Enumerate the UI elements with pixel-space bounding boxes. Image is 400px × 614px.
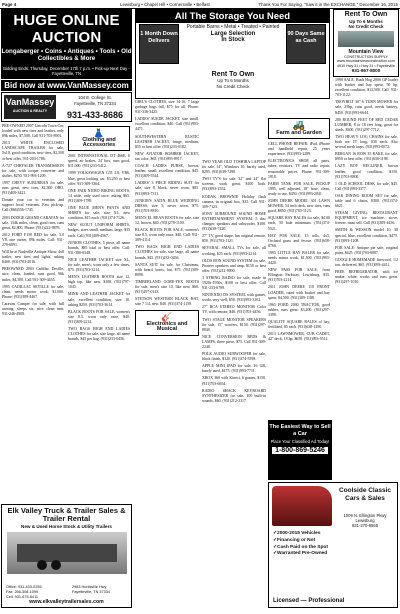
easiest-phone[interactable]: 1-800-869-5246 — [272, 447, 328, 454]
classified-listing: A-727 CHRYSLER TRANSMISSION for sale, with torque converter and shifter, $250. 931-993-1209. — [2, 163, 64, 178]
storage-box-left: 1 Month Down Delivers — [139, 24, 179, 64]
classified-listing: FREE REFRIGERATOR, with ice maker, white, works and runs great. (931)297-1010. — [335, 270, 398, 285]
classified-listing: 2013 LAWNMOWER, CUB CADET, 42" deck, 18 hp, $650. (931)993-5512. — [268, 332, 330, 342]
classified-listing: 1995 CADILLAC SEVILLE for sale, clean, needs motor work, $1,000. Phone: (931)389-4467. — [2, 284, 64, 299]
clothing-hanger-icon: 👗 — [93, 128, 105, 138]
classified-listing: PREOWNED 2003 Cadillac Deville, nice, clean, loaded, runs good, 96k miles, $4,500. Call 931-309-4455. — [2, 267, 64, 282]
classified-listing: NICE CONVERSION BEDS & LAMPS, three piece, $75. Call 931-309-2240. — [202, 334, 266, 349]
auction-items: Longaberger • Coins • Antiques • Tools • Old Collectibles & More — [1, 48, 132, 62]
classified-listing: JUNIOR CLOTHES, 5 piece, all name brands, $85 total or best offer. Call: 931-380-6548. — [68, 240, 130, 255]
classified-listing: COACH LADIES PURSE, brown, leather, small, excellent condition, $45. (931)309-5544. — [135, 164, 199, 179]
classified-listing: TROYBILT 30" 6 TURN MOWER for sale, 25hp, runs good, needs battery, $450. (931)993-6644. — [335, 100, 398, 115]
classified-listing: 2003 DODGE GRAND CARAVAN for sale, 134k miles, clean, good tires, runs great, $2,800. Phone: (931)222-9876. — [2, 215, 64, 230]
page-number: Page 4 — [2, 1, 17, 7]
clothing-section-header: 👗 Clothing and Accessories — [68, 126, 130, 151]
rent-credit: No Credit Check — [348, 24, 384, 29]
classified-listing: ELECTRONICS SHOP, all parts, tubes, resistors, TV and radio repair, reasonable prices. Phone: 931-309-1818. — [268, 159, 330, 179]
storage-bottom: Rent To Own Up To 6 Months No Credit Check — [211, 71, 255, 89]
auction-bidding: Bidding Ends: Thursday, December 17th 7 p.m. • Pick-up Next Day - Fayetteville, TN — [3, 66, 130, 76]
vanmassey-phone[interactable]: 931-433-8686 — [66, 110, 124, 120]
classified-listing: MEN'S LEATHER BOOTS size 12, high top, like new, $100. (931)797-1045. — [68, 275, 130, 290]
classic-license: Licensed — Professional — [273, 598, 345, 604]
classified-listing: OAK DINING ROOM SET for sale, table and 6 chairs, $300. (931)374-6621. — [335, 193, 398, 209]
rent-address: 4910 Hwy 31 • Hwy 31 • Fayetteville — [337, 63, 395, 68]
storage-barns-ad[interactable] — [135, 9, 330, 99]
feature-item: ✓ Warranted Pre-Owned — [273, 551, 328, 558]
classified-listing: 1995 LITTLE HAY BALER for sale, needs minor work, $1,500. (931)993-4420. — [268, 250, 330, 266]
classified-listing: 1997 CHEVY SUBURBAN for sale, runs great, new tires, $2,500 OBO. (931)409-3421. — [2, 180, 64, 196]
elk-address: 2983 Huntsville Hwy Fayetteville, TN 37334 — [72, 585, 110, 594]
classified-listing: SONY SURROUND SOUND HOME ENTERTAINMENT SYSTEM, 5 disc changer, speakers and subwoofer, $100. (931)638-7420. — [202, 211, 266, 232]
elk-website-link[interactable]: www.elkvalleytrailersales.com — [29, 599, 104, 605]
classic-cars-ad[interactable] — [268, 482, 398, 608]
elk-title: Elk Valley Truck & Trailer Sales & Trailer Rental — [7, 506, 126, 523]
classified-listing: 1 OLD SCHOOL DESK for sale, $45. Call (931)993-3377. — [335, 181, 398, 191]
classic-title: Coolside Classic Cars & Sales — [338, 487, 392, 502]
classified-listing: 2001 INTERNATIONAL DT 466E, 6 speed, air brakes, 24' box, runs good, $11,000. (931)233-5412. — [68, 154, 130, 169]
tractor-icon: 🚜 — [292, 120, 306, 131]
classified-listing: SQUARE HAY BALES for sale, $4.00 each, 50 bale minimum. (931)374-5521. — [268, 216, 330, 231]
classified-listing: TWO YEAR OLD TOSHIBA LAPTOP for sale, 14", Windows 10, barely used, $295. (931)638-7298. — [202, 160, 266, 175]
easiest-headline: The Easiest Way to Sell a Car — [269, 424, 331, 437]
storage-middle: Portable Barns • Metal • Treated • Painted Large Selection In Stock — [186, 24, 280, 43]
classified-listing: 1998 SALE. Bush Hog 2006 GP loader with bucket and hay spear, 50 hp, excellent condition, $12,500. Call: 931-703-1122. — [335, 78, 398, 98]
page-header — [0, 0, 400, 9]
classified-column-2 — [68, 124, 130, 504]
classified-listing: BLACK BOOTS FOR SALE, women's size 8.5, worn only once, $40. (931)309-2214. — [68, 309, 130, 324]
classified-listing: 2012 FORD F150 RED for sale, 5.0 V8, one owner, 89k miles. Call: 931-270-6891. — [2, 232, 64, 247]
classified-listing: TIMBERLAND GORE-TEX BOOTS for sale, men's size 10, like new, $60. (931)297-0143. — [135, 279, 199, 295]
classic-features — [273, 531, 328, 558]
classified-listing: 3 STRING RADIO for sale, made in 1920s-1950s, $100 or best offer. Call 931-233-6789. — [202, 275, 266, 291]
classified-listing: LADIES' SUEDE JACKET, size small, excellent condition, $40. Call (931)993-4471. — [135, 117, 199, 132]
classified-listing: LADIES' 3 PIECE RIDING SUIT for sale, size 8, black, never worn, $85. (931)993-7311. — [135, 181, 199, 196]
storage-title: All The Storage You Need — [136, 10, 329, 23]
rent-website-link[interactable]: www.mountainviewconstruction.com — [337, 59, 395, 64]
barn-photo — [338, 31, 394, 47]
rent-months: Up To 6 Months — [349, 19, 383, 24]
vanmassey-address: 104 E. College St. Fayetteville, TN 37334 — [74, 95, 116, 106]
classified-column-5 — [268, 116, 330, 416]
classified-listing: 27" TV, good shape, has original remote, $50. (931)703-1121. — [202, 234, 266, 244]
classified-listing: Caravan Camper for sale, with full awning, sleeps six, nice clean unit, 931-246-4908. — [2, 301, 64, 317]
easiest-way-ad[interactable] — [268, 420, 332, 480]
classified-column-3 — [135, 100, 199, 600]
electronics-section-header: 🎸 Electronics and Musical — [135, 310, 199, 335]
guitar-icon: 🎸 — [161, 312, 173, 323]
classified-listing: STETSON WESTERN BLACK HAT, size 7 1/4, new, $40. (931)374-1158. — [135, 297, 199, 307]
classified-listing: XBOX 360 with Kinect, 6 games, $150. (931)703-6654. — [202, 376, 266, 386]
classified-listing: LAZY BOY RECLINER, brown leather, good condition, $150. (931)703-8800. — [335, 164, 398, 179]
classified-listing: SANTA SUIT for sale, for Christmas, with beard, boots, hat, $75. (931)309-8090. — [135, 262, 199, 277]
classified-listing: TWO BAGS HIGH END LADIES CLOTHES for sale, size large, all name brands, $45 per bag. (931)233-0456. — [68, 327, 130, 342]
classified-listing: 1965 FORD 2000 TRACTOR, good rubber, runs great. $3,200. (931)297-3398. — [268, 302, 330, 317]
classified-listing: 2013 WHITE ENCLOSED LANDSCAPE TRAILER for sale, 5x10, good condition, new tires, $2,500 or best offer. 931-203-1786. — [2, 141, 64, 161]
classified-listing: BERGAN 16 ROW 35 RAKE, for sale, $950 or best offer. (931)638-1198. — [335, 152, 398, 162]
classic-car-photo — [272, 486, 332, 526]
classified-listing: NEW AVIATOR BOMBER JACKET, tan color, $65. (931)993-8917. — [135, 151, 199, 161]
classified-listing: ONE BLUE MEN'S PANTS AND SHIRTS for sale, size XL, new condition, $15 each. (931)374-7126. — [68, 206, 130, 221]
classified-listing: QUALITY SQUARE BALES of hay, fertilized, $5 each. (931)638-1290. — [268, 320, 330, 330]
classified-listing: GIRL'S CLOTHES, size 14-16, 7 large garbage bags full, $75 for all. Phone: 931-336-3425. — [135, 100, 199, 115]
mountain-view-ad[interactable] — [333, 9, 399, 77]
classified-listing: RADIO SHACK KEYBOARD SYNTHESIZER for sale, 100 built-in sounds, $60. (931)212-3317. — [202, 388, 266, 403]
classified-column-1 — [2, 124, 64, 504]
classified-listing: 200 ROUND FEET OF RED CEDAR LUMBER, 8 to 18 feet long, great for sheds, $300. (931)297-7712. — [335, 117, 398, 132]
classified-listing: 27" RCA STEREO MONITOR Color TV, with remote, $40. (931)703-4456. — [202, 305, 266, 315]
mountain-view-logo: Mountain View — [348, 49, 384, 55]
feature-item: ✓ Financing or Not — [273, 538, 328, 545]
classified-listing: SMITH & WESSON model 10, 38 special, blue, excellent condition, $475. (931)993-1208. — [335, 228, 398, 243]
elk-phones: Office: 931-433-0255 Fax: 256-308-1099 Cell: 931-675-6411 — [6, 585, 42, 599]
classified-listing: 2011 JOHN DEERE 110 FRONT LOADER, rated with bucket and hay spear, $4,500. (931)309-1188. — [268, 285, 330, 300]
classified-listing: MINK AND LEATHER JACKET for sale, excellent condition, size 10, asking $250. (931)703-3614. — [68, 292, 130, 307]
vanmassey-logo: VanMassey AUCTION & REALTY — [4, 95, 56, 119]
classified-listing: JOHN DEERE MODEL 301 LAWN MOWER, 54 inch deck, new tires, runs good, $850. (931)703-1123. — [268, 199, 330, 214]
classified-listing: NEW SCOUT UNIFORM SHIRTS, badges, sizes small, medium, large, $35 each. Call (931)409-4567. — [68, 223, 130, 238]
classified-listing: FARM TANK FOR SALE, PICKUP 1995, well adjusted, 18" hose, clean, ready to use, $450. (931)993-2841. — [268, 181, 330, 196]
classified-listing: GOOGLE HOMEMADE firewood, 1/2 ton, delivered, $65. (931)993-4411. — [335, 257, 398, 267]
classified-listing: 1999 VOLKSWAGEN GTI 2.8, VR6, blue, great looking car, $3,250 or best offer. 931-309-3364. — [68, 171, 130, 186]
classified-listing: TWO HEAVY LOG CHAINS for sale, both are 15' long, $30 each. Also several mesh tarps. (931)993-0072. — [335, 134, 398, 150]
classified-listing: NEW PASS FOR SALE, from Ellington Parkway, Lewisburg. $35. (931)703-2214. — [268, 268, 330, 283]
classified-listing: PRE-OWNED 2007 Lincoln Town Car, loaded with new tires and leather, only 89k miles, $7,500. Call 931-703-8901. — [2, 124, 64, 139]
classified-listing: NINTENDO DS SYSTEM, with games, works very well, $50. (931)993-3102. — [202, 293, 266, 303]
feature-item: ✓ Cash Paid on the Spot — [273, 545, 328, 552]
bid-now-link[interactable]: Bid now at www.VanMassey.com — [1, 80, 132, 91]
classified-listing: KODAK BROWNIE Holiday flash camera, in original box, $35. Call 931-309-7123. — [202, 194, 266, 209]
classified-listing: FOR SALE: Antique pie safe, original paint, $425. (931)703-9087. — [335, 245, 398, 255]
classified-listing: CELL PHONE REPAIR. iPad, iPhone and handheld repair, 25 years experience. (931)993-2289. — [268, 142, 330, 157]
classified-listing: SEVERAL SMALL TVs for sale, all working, $25 each. (931)993-2214. — [202, 246, 266, 256]
classified-column-4 — [202, 160, 266, 600]
storage-box-right: 90 Days Same as Cash — [286, 24, 326, 64]
classified-listing: ONE PAIR NITRO BIKING BOOTS, 14 wide, only used once, asking $65. (931)309-1789. — [68, 188, 130, 203]
header-issue-date: Thank You For Saying, "Saw it in the EXCHANGE," December 16, 2015 — [258, 1, 398, 7]
auction-ad[interactable] — [1, 9, 132, 79]
farm-section-header: 🚜 Farm and Garden — [268, 118, 330, 139]
classified-listing: APPLE MINI IPAD for sale, 16 GB, barely used, $175. (931)993-7711. — [202, 364, 266, 374]
rent-phone[interactable]: 931-967-8000 — [351, 68, 381, 74]
elk-subtitle: New & Used Horse Stock & Utility Trailers — [21, 524, 112, 529]
classified-listing: HAY FOR SALE, 15 rolls, 4x5, Orchard grass and fescue. (931)638-8760. — [268, 233, 330, 248]
classic-address: 1009 N. Ellington Pkwy Lewisburg 931-270-6565 — [343, 513, 387, 529]
classified-listing: MEN'S EL BEAN BOOTS for sale, size 12, brown, $40. (931)270-1100. — [135, 215, 199, 225]
classified-listing: TWO BAGS HIGH END LADIES CLOTHES for sale, size large, all name brands, $45. (931)233-0456. — [135, 245, 199, 260]
classified-listing: Will be at Nashville Antique Show, 4x8 trailer, new tires and lights, asking $400. (931)703-2016. — [2, 250, 64, 265]
vanmassey-ad[interactable] — [1, 92, 132, 122]
rent-sub: CONSTRUCTION SUPPLY — [344, 55, 388, 59]
classified-listing: BLACK BOOTS FOR SALE, women's size 8.5, worn only once, $40. Call: 931-309-4114. — [135, 228, 199, 243]
classified-listing: POLK AUDIO SUBWOOFER for sale, black finish, $120. (931)374-5598. — [202, 352, 266, 362]
auction-title: HUGE ONLINE AUCTION — [13, 12, 120, 46]
trailer-photo — [7, 532, 127, 574]
classified-listing: TWO TV'S for sale, 32" and 24" flat screens, work great, $100 both. (931)993-2552. — [202, 177, 266, 192]
rent-heading: Rent To Own — [344, 11, 388, 18]
header-towns: Lewisburg • Chapel Hill • Cornersville • Belfast — [120, 1, 210, 7]
classified-listing: NICE LEATHER JACKET size XL, for sale, men's, worn only a few times, $75. (931)703-5214. — [68, 257, 130, 273]
classified-listing: OLDS BON SOUND SYSTEM for sale, Pioneer speakers and amp, $150 or best offer. (931)212-9090. — [202, 258, 266, 273]
elk-valley-ad[interactable] — [1, 504, 132, 608]
classified-listing: JUNIOR'S SATIN BLUE WEDDING DRESS, size 5, never worn, $75. (931)703-8810. — [135, 198, 199, 213]
classified-listing: TWO STAGE MONITOR SPEAKERS for sale, 15" woofers, $150. (931)297-8840. — [202, 317, 266, 332]
feature-item: ✓ 2000-2015 Vehicles — [273, 531, 328, 538]
classified-listing: STEAM GIVING, RESTAURANT EQUIPMENT, ice machine, stove, freezer, must sell. Call (931)309-4456. — [335, 211, 398, 226]
classified-listing: Donate your car to veterans and support local veterans. Fast pick-up. Call (866)556-1745. — [2, 198, 64, 213]
classified-listing: SOUTHWESTERN RUSTIC LEATHER JACKET, fringe, medium, $55 or best offer. (931)233-0182. — [135, 134, 199, 149]
easiest-sub: Place Your Classified Ad Today! — [270, 439, 330, 444]
